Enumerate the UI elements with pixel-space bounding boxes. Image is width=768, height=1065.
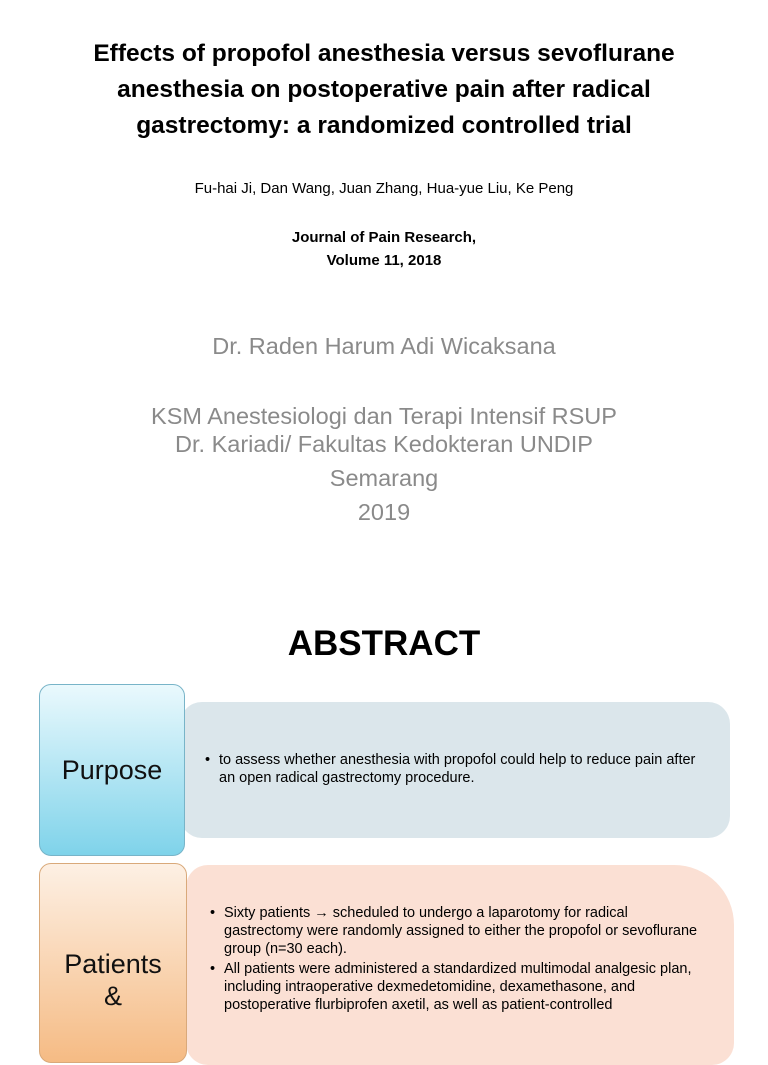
journal-name: Journal of Pain Research, — [291, 229, 477, 246]
year: 2019 — [357, 499, 411, 525]
patients-label-line-2: & — [103, 981, 122, 1011]
patients-label-box — [39, 863, 187, 1063]
journal-volume: Volume 11, 2018 — [326, 252, 442, 269]
abstract-heading: ABSTRACT — [287, 624, 481, 663]
presenter-name: Dr. Raden Harum Adi Wicaksana — [212, 333, 556, 359]
city: Semarang — [329, 465, 439, 491]
journal-info — [40, 226, 728, 272]
institution-line-1: KSM Anestesiologi dan Terapi Intensif RSUP — [151, 403, 617, 429]
patients-bullets — [210, 904, 700, 1016]
institution-line-2: Dr. Kariadi/ Fakultas Kedokteran UNDIP — [175, 431, 593, 457]
purpose-label-box — [39, 684, 185, 856]
purpose-label: Purpose — [61, 754, 163, 785]
abstract-slide — [0, 580, 768, 1024]
institution — [40, 402, 728, 526]
paper-title: Effects of propofol anesthesia versus sevoflurane anesthesia on postoperative pain after radical gastrectomy: a randomized controlled trial — [93, 40, 675, 139]
list-item: • Sixty patients → scheduled to undergo a laparotomy for radical gastrectomy were randomly assigned to either the propofol or sevoflurane group (n=30 each). — [210, 904, 700, 958]
authors: Fu-hai Ji, Dan Wang, Juan Zhang, Hua-yue Liu, Ke Peng — [194, 180, 574, 197]
list-item: • All patients were administered a standardized multimodal analgesic plan, including intraoperative dexmedetomidine, dexamethasone, and postoperative flurbiprofen axetil, as well as patient-controlled — [210, 960, 700, 1014]
list-item: • to assess whether anesthesia with propofol could help to reduce pain after an open radical gastrectomy procedure. — [205, 751, 705, 787]
patients-label-line-1: Patients — [64, 949, 162, 979]
purpose-bullets — [205, 751, 705, 789]
